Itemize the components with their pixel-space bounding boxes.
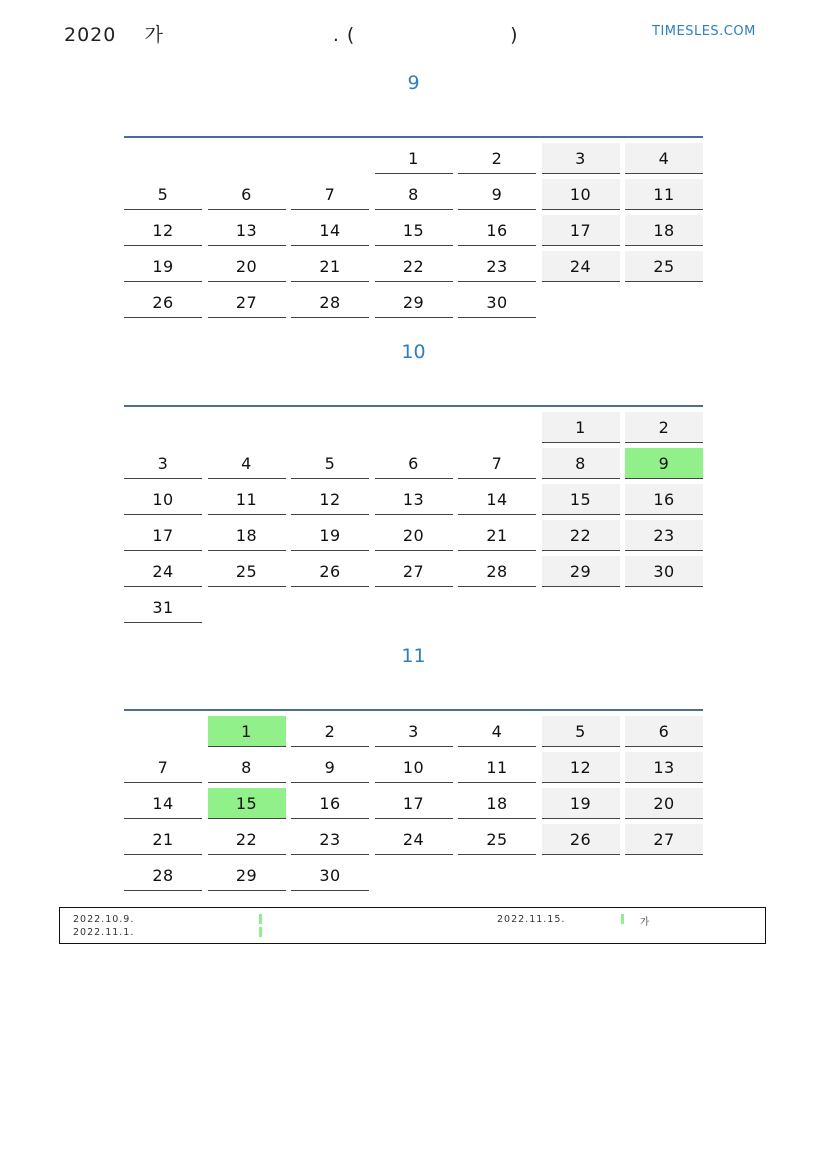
day-cell: 8 [375, 179, 453, 210]
day-cell: 16 [458, 215, 536, 246]
day-cell: 21 [124, 824, 202, 855]
legend-date: 2022.11.1. [73, 927, 135, 938]
day-cell: 2 [458, 143, 536, 174]
weekend-day-cell: 24 [542, 251, 620, 282]
day-cell: 12 [291, 484, 369, 515]
day-cell: 23 [458, 251, 536, 282]
weekend-day-cell: 27 [625, 824, 703, 855]
day-cell: 12 [124, 215, 202, 246]
weekend-day-cell: 19 [542, 788, 620, 819]
day-cell: 21 [291, 251, 369, 282]
day-cell: 9 [458, 179, 536, 210]
day-cell: 16 [291, 788, 369, 819]
day-cell: 13 [375, 484, 453, 515]
day-cell: 14 [458, 484, 536, 515]
day-cell: 14 [124, 788, 202, 819]
day-cell: 1 [375, 143, 453, 174]
day-cell: 25 [458, 824, 536, 855]
month-title: 11 [401, 645, 426, 667]
day-cell: 31 [124, 592, 202, 623]
month-rule [124, 405, 703, 407]
weekend-day-cell: 5 [542, 716, 620, 747]
day-cell: 25 [208, 556, 286, 587]
month-title: 9 [407, 72, 420, 94]
weekend-day-cell: 25 [625, 251, 703, 282]
legend-date: 2022.11.15. [497, 914, 566, 925]
day-cell: 22 [375, 251, 453, 282]
holiday-cell: 1 [208, 716, 286, 747]
day-cell: 7 [291, 179, 369, 210]
day-cell: 2 [291, 716, 369, 747]
day-cell: 27 [375, 556, 453, 587]
day-cell: 29 [208, 860, 286, 891]
day-cell: 24 [375, 824, 453, 855]
day-cell: 30 [291, 860, 369, 891]
month-september [124, 69, 703, 312]
day-cell: 24 [124, 556, 202, 587]
month-rule [124, 136, 703, 138]
weekend-day-cell: 10 [542, 179, 620, 210]
holiday-marker [621, 914, 624, 924]
day-cell: 28 [458, 556, 536, 587]
weekend-day-cell: 30 [625, 556, 703, 587]
weekend-day-cell: 23 [625, 520, 703, 551]
day-cell: 29 [375, 287, 453, 318]
month-october [124, 338, 703, 617]
empty-cell [375, 412, 453, 443]
day-cell: 27 [208, 287, 286, 318]
day-cell: 3 [124, 448, 202, 479]
weekend-day-cell: 8 [542, 448, 620, 479]
holiday-marker [259, 927, 262, 937]
weekend-day-cell: 17 [542, 215, 620, 246]
day-cell: 5 [291, 448, 369, 479]
day-cell: 30 [458, 287, 536, 318]
day-cell: 28 [291, 287, 369, 318]
day-cell: 23 [291, 824, 369, 855]
day-grid [124, 143, 703, 318]
day-cell: 10 [124, 484, 202, 515]
empty-cell [208, 143, 286, 174]
day-cell: 7 [124, 752, 202, 783]
weekend-day-cell: 18 [625, 215, 703, 246]
legend-name: 가 [640, 917, 651, 928]
empty-cell [124, 143, 202, 174]
holiday-cell: 9 [625, 448, 703, 479]
day-cell: 28 [124, 860, 202, 891]
site-link[interactable]: TIMESLES.COM [652, 24, 756, 39]
empty-cell [291, 412, 369, 443]
day-cell: 26 [124, 287, 202, 318]
weekend-day-cell: 2 [625, 412, 703, 443]
day-cell: 3 [375, 716, 453, 747]
day-cell: 13 [208, 215, 286, 246]
weekend-day-cell: 1 [542, 412, 620, 443]
day-cell: 20 [208, 251, 286, 282]
day-cell: 17 [124, 520, 202, 551]
month-rule [124, 709, 703, 711]
day-cell: 8 [208, 752, 286, 783]
day-grid [124, 412, 703, 623]
day-cell: 20 [375, 520, 453, 551]
day-cell: 19 [291, 520, 369, 551]
month-title: 10 [401, 341, 426, 363]
day-cell: 4 [458, 716, 536, 747]
holiday-marker [259, 914, 262, 924]
day-cell: 9 [291, 752, 369, 783]
day-cell: 11 [458, 752, 536, 783]
weekend-day-cell: 12 [542, 752, 620, 783]
holiday-cell: 15 [208, 788, 286, 819]
weekend-day-cell: 22 [542, 520, 620, 551]
day-cell: 21 [458, 520, 536, 551]
empty-cell [124, 412, 202, 443]
document-title: 2020 가 . ( ) [64, 24, 519, 46]
weekend-day-cell: 16 [625, 484, 703, 515]
day-cell: 18 [208, 520, 286, 551]
weekend-day-cell: 6 [625, 716, 703, 747]
weekend-day-cell: 11 [625, 179, 703, 210]
weekend-day-cell: 15 [542, 484, 620, 515]
weekend-day-cell: 29 [542, 556, 620, 587]
day-cell: 5 [124, 179, 202, 210]
weekend-day-cell: 20 [625, 788, 703, 819]
day-cell: 10 [375, 752, 453, 783]
day-cell: 22 [208, 824, 286, 855]
weekend-day-cell: 26 [542, 824, 620, 855]
empty-cell [291, 143, 369, 174]
day-grid [124, 716, 703, 891]
legend-date: 2022.10.9. [73, 914, 135, 925]
holiday-legend [59, 907, 766, 944]
day-cell: 4 [208, 448, 286, 479]
day-cell: 18 [458, 788, 536, 819]
day-cell: 6 [375, 448, 453, 479]
empty-cell [124, 716, 202, 747]
day-cell: 26 [291, 556, 369, 587]
day-cell: 6 [208, 179, 286, 210]
day-cell: 17 [375, 788, 453, 819]
weekend-day-cell: 13 [625, 752, 703, 783]
empty-cell [458, 412, 536, 443]
weekend-day-cell: 4 [625, 143, 703, 174]
day-cell: 11 [208, 484, 286, 515]
month-november [124, 642, 703, 885]
day-cell: 7 [458, 448, 536, 479]
day-cell: 14 [291, 215, 369, 246]
day-cell: 15 [375, 215, 453, 246]
empty-cell [208, 412, 286, 443]
day-cell: 19 [124, 251, 202, 282]
weekend-day-cell: 3 [542, 143, 620, 174]
